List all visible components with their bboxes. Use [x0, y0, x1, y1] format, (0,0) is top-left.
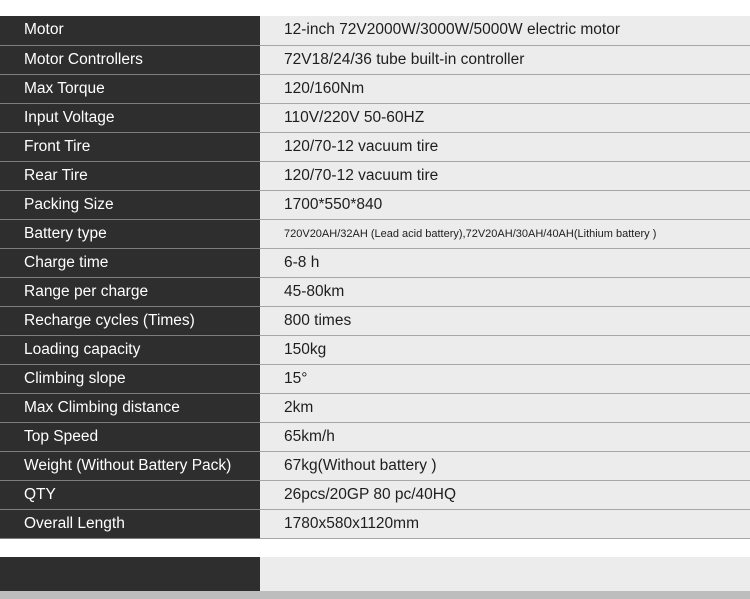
spec-label: Charge time	[0, 248, 260, 277]
table-row	[0, 248, 750, 277]
spec-label: Top Speed	[0, 422, 260, 451]
table-row	[0, 103, 750, 132]
top-margin	[0, 0, 750, 16]
table-row	[0, 335, 750, 364]
spec-label: Climbing slope	[0, 364, 260, 393]
table-row	[0, 45, 750, 74]
spec-value: 120/70-12 vacuum tire	[260, 161, 750, 190]
spec-label: Front Tire	[0, 132, 260, 161]
spec-value: 26pcs/20GP 80 pc/40HQ	[260, 480, 750, 509]
spec-label: Range per charge	[0, 277, 260, 306]
table-row	[0, 306, 750, 335]
spec-value: 12-inch 72V2000W/3000W/5000W electric motor	[260, 16, 750, 45]
spec-label: Loading capacity	[0, 335, 260, 364]
spec-value: 120/160Nm	[260, 74, 750, 103]
spec-label: Rear Tire	[0, 161, 260, 190]
spec-label: Battery type	[0, 219, 260, 248]
table-row	[0, 190, 750, 219]
table-row	[0, 74, 750, 103]
table-footer	[0, 557, 750, 591]
spec-value: 720V20AH/32AH (Lead acid battery),72V20AH/30AH/40AH(Lithium battery )	[260, 219, 750, 248]
spec-label: Max Torque	[0, 74, 260, 103]
table-row	[0, 277, 750, 306]
spec-value: 45-80km	[260, 277, 750, 306]
spec-value: 65km/h	[260, 422, 750, 451]
spec-value: 72V18/24/36 tube built-in controller	[260, 45, 750, 74]
table-row	[0, 393, 750, 422]
table-row	[0, 161, 750, 190]
bottom-divider	[0, 591, 750, 599]
spec-value: 15°	[260, 364, 750, 393]
table-row	[0, 219, 750, 248]
spec-label: Input Voltage	[0, 103, 260, 132]
spec-table	[0, 16, 750, 539]
table-row	[0, 422, 750, 451]
spec-label: Motor Controllers	[0, 45, 260, 74]
footer-value-cell	[260, 557, 750, 591]
spec-value: 110V/220V 50-60HZ	[260, 103, 750, 132]
spec-label: Recharge cycles (Times)	[0, 306, 260, 335]
spec-value: 1780x580x1120mm	[260, 509, 750, 538]
table-row	[0, 480, 750, 509]
spec-label: Motor	[0, 16, 260, 45]
table-row	[0, 509, 750, 538]
spec-value: 67kg(Without battery )	[260, 451, 750, 480]
spec-label: Max Climbing distance	[0, 393, 260, 422]
spec-label: QTY	[0, 480, 260, 509]
spec-value: 6-8 h	[260, 248, 750, 277]
table-row	[0, 451, 750, 480]
spec-label: Weight (Without Battery Pack)	[0, 451, 260, 480]
spec-label: Overall Length	[0, 509, 260, 538]
spec-value: 2km	[260, 393, 750, 422]
spec-label: Packing Size	[0, 190, 260, 219]
table-row	[0, 364, 750, 393]
spec-value: 150kg	[260, 335, 750, 364]
footer-label-cell	[0, 557, 260, 591]
spec-value: 1700*550*840	[260, 190, 750, 219]
spec-value: 800 times	[260, 306, 750, 335]
table-row	[0, 16, 750, 45]
spec-value: 120/70-12 vacuum tire	[260, 132, 750, 161]
table-row	[0, 132, 750, 161]
